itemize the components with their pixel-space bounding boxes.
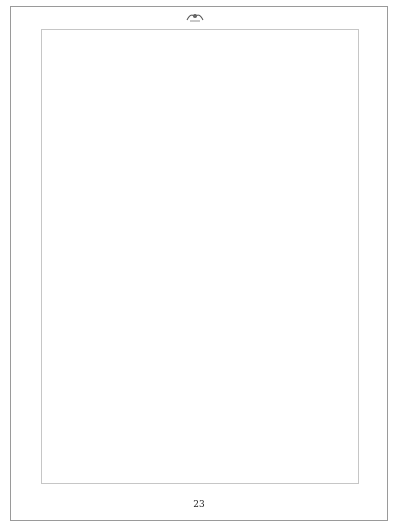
body-text-area: [41, 29, 359, 484]
book-page: [10, 6, 388, 521]
page-number: 23: [193, 500, 205, 510]
flower-ornament-icon: [184, 10, 206, 24]
running-header: [11, 9, 387, 25]
